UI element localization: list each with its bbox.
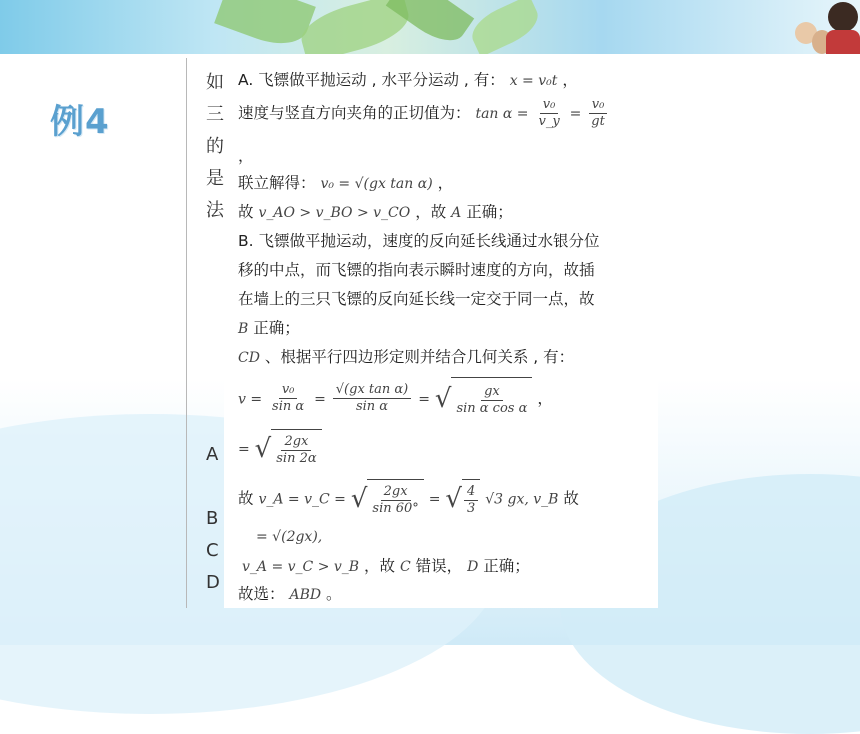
math: √3 gx, v_B	[485, 491, 559, 508]
text: 故	[563, 489, 579, 508]
numerator: 2gx	[281, 434, 311, 451]
text: ，故	[364, 557, 396, 575]
fraction	[273, 434, 319, 467]
solution-line	[238, 318, 300, 339]
behind-char: 如	[206, 72, 224, 93]
text: 正确；	[253, 319, 300, 337]
math: A	[451, 205, 462, 221]
teacher-body	[826, 30, 860, 54]
behind-char: 法	[206, 200, 224, 221]
text: ，	[437, 174, 454, 192]
behind-char: 是	[206, 168, 224, 189]
solution-line	[238, 347, 574, 368]
denominator: sin α	[272, 399, 305, 415]
solution-line: v = $\frac{\text{v₀}}{\text{sin α}}$ = $\frac{\text{√(gx tan α)}}{\text{sin α}}$ = √ $\frac{gx}{\text{sin α cos α}}$ ，	[238, 376, 553, 422]
text: 错误，	[415, 557, 463, 575]
fraction	[269, 382, 307, 415]
text: 故	[238, 203, 254, 221]
solution-line: 速度与竖直方向夹角的正切值为： tan α = $\frac{\text{v₀}}{v\_y}$ = $\frac{\text{v₀}}{gt}$	[238, 94, 610, 133]
fraction	[453, 384, 530, 417]
fraction	[535, 97, 562, 130]
solution-line: B. 飞镖做平抛运动，速度的反向延长线通过水银分位	[238, 232, 600, 250]
solution-line	[238, 70, 578, 91]
sqrt: √ $\frac{gx}{\text{sin α cos α}}$	[435, 376, 533, 422]
text: ，	[562, 71, 578, 89]
numerator: 4	[464, 484, 478, 501]
solution-line: 移的中点，而飞镖的指向表示瞬时速度的方向，故插	[238, 261, 595, 279]
example-title: 例4	[50, 102, 110, 142]
math: CD	[238, 350, 260, 366]
math: v_A = v_C > v_B	[242, 559, 360, 575]
denominator: sin 2α	[276, 451, 317, 466]
leaf-decoration	[466, 0, 545, 54]
math: D	[467, 559, 479, 575]
solution-line: = √ $\frac{2gx}{\sin 2\alpha}$	[238, 428, 322, 470]
solution-line	[238, 584, 342, 605]
text: 故选：	[238, 585, 285, 603]
text: 速度与竖直方向夹角的正切值为：	[238, 104, 471, 122]
math: B	[238, 321, 249, 337]
solution-line	[238, 173, 453, 194]
sqrt: √ $\frac{2gx}{\sin 2\alpha}$	[255, 428, 322, 470]
text: 。	[326, 585, 342, 603]
behind-char: B	[206, 508, 219, 529]
solution-line	[242, 556, 530, 577]
math: C	[400, 559, 411, 575]
text: 正确；	[483, 557, 530, 575]
fraction	[333, 382, 411, 415]
teacher-figure-icon	[828, 2, 858, 32]
solution-line: 在墙上的三只飞镖的反向延长线一定交于同一点，故	[238, 290, 595, 308]
numerator: 2gx	[381, 484, 411, 501]
solution-line	[256, 526, 322, 547]
text: 故	[238, 489, 254, 508]
solution-line: 故 v_A = v_C = √ $\frac{2gx}{\sin 60^\circ}$ = √ $\frac{4}{3}$ √3 gx, v_B 故	[238, 478, 579, 520]
denominator: v_y	[538, 114, 560, 129]
math: x = v₀t	[509, 73, 558, 89]
math: ABD	[289, 587, 322, 603]
math: v_A = v_C =	[258, 491, 346, 508]
behind-char: 的	[206, 136, 224, 157]
fraction	[369, 484, 421, 517]
behind-char: A	[206, 444, 219, 465]
denominator: sin α cos α	[456, 401, 528, 416]
numerator: v₀	[540, 97, 559, 114]
numerator: √(gx tan α)	[333, 382, 411, 399]
denominator: sin α	[355, 399, 389, 415]
behind-char: C	[206, 540, 219, 561]
denominator: 3	[467, 501, 476, 516]
sqrt: √ $\frac{2gx}{\sin 60^\circ}$	[351, 478, 424, 520]
header-banner	[0, 0, 860, 54]
math: tan α =	[475, 106, 529, 122]
sqrt: √ $\frac{4}{3}$	[445, 478, 480, 520]
solution-line	[238, 202, 513, 223]
numerator: v₀	[589, 97, 608, 114]
math: v =	[238, 391, 263, 408]
solution-line: ，	[238, 147, 254, 165]
numerator: gx	[481, 384, 503, 401]
text: ，	[537, 389, 553, 408]
text: A. 飞镖做平抛运动 , 水平分运动 , 有：	[238, 71, 505, 89]
denominator: sin 60°	[372, 501, 419, 516]
leaf-decoration	[214, 0, 316, 54]
behind-char: D	[206, 572, 220, 593]
text: ，故	[415, 203, 447, 221]
math: = √(2gx),	[256, 529, 323, 545]
behind-char: 三	[206, 104, 224, 125]
text: 、根据平行四边形定则并结合几何关系 , 有：	[264, 348, 575, 366]
math: v₀ = √(gx tan α)	[320, 176, 433, 192]
fraction	[464, 484, 478, 517]
text: 联立解得：	[238, 174, 316, 192]
math: v_AO > v_BO > v_CO	[258, 205, 411, 221]
denominator: gt	[591, 114, 605, 129]
numerator: v₀	[279, 382, 298, 399]
divider-line	[186, 58, 187, 608]
text: 正确；	[466, 203, 513, 221]
fraction	[588, 97, 608, 130]
